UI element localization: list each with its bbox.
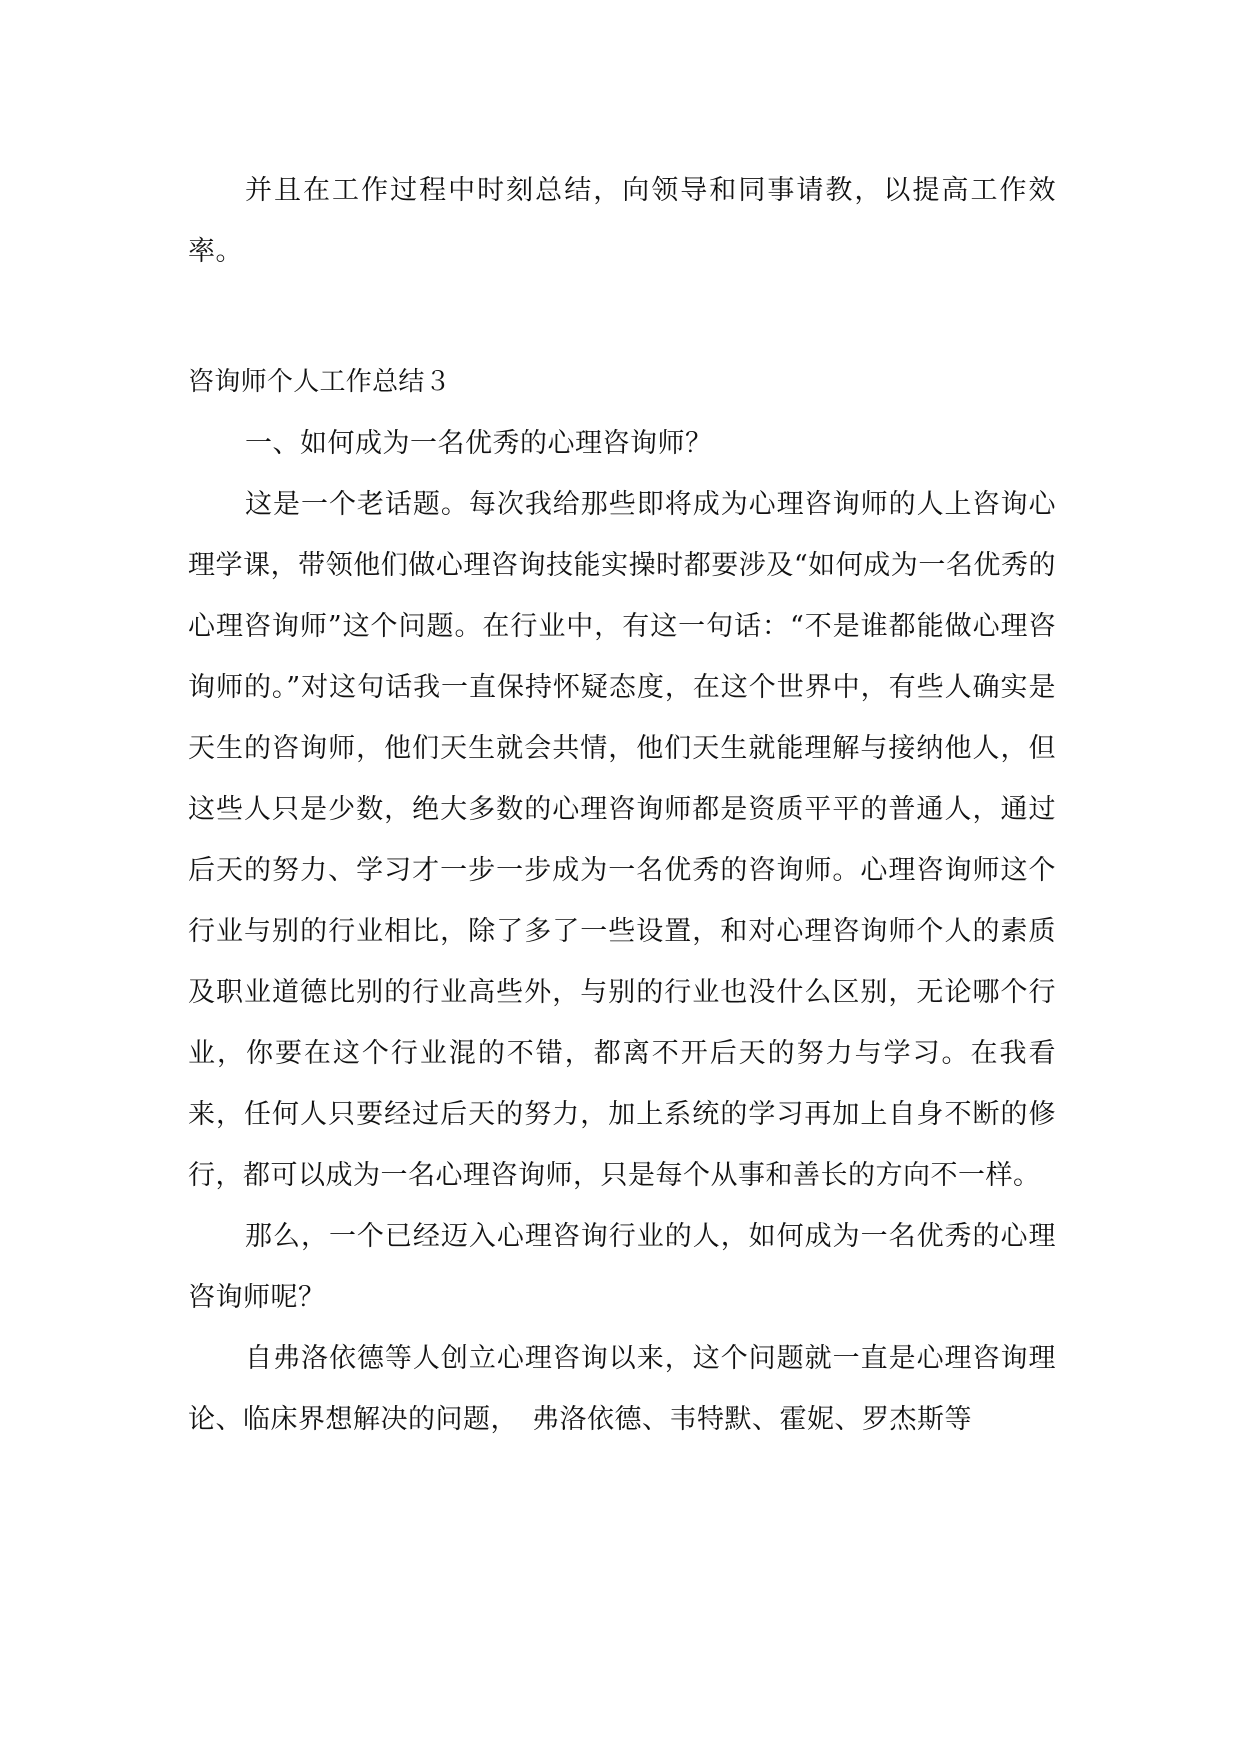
section-title: 咨询师个人工作总结３ [188, 367, 452, 397]
body-paragraph-3: 自弗洛依德等人创立心理咨询以来，这个问题就一直是心理咨询理论、临床界想解决的问题， 弗洛依德、韦特默、霍妮、罗杰斯等 [188, 1343, 1056, 1435]
body-paragraph-2: 那么，一个已经迈入心理咨询行业的人，如何成为一名优秀的心理咨询师呢？ [188, 1221, 1056, 1313]
document-body [188, 160, 1056, 1450]
continuation-paragraph: 并且在工作过程中时刻总结，向领导和同事请教，以提高工作效率。 [188, 175, 1056, 267]
body-paragraph-1: 这是一个老话题。每次我给那些即将成为心理咨询师的人上咨询心理学课，带领他们做心理咨询技能实操时都要涉及“如何成为一名优秀的心理咨询师”这个问题。在行业中，有这一句话：“不是谁都能做心理咨询师的。”对这句话我一直保持怀疑态度，在这个世界中，有些人确实是天生的咨询师，他们天生就会共情，他们天生就能理解与接纳他人，但这些人只是少数，绝大多数的心理咨询师都是资质平平的普通人，通过后天的努力、学习才一步一步成为一名优秀的咨询师。心理咨询师这个行业与别的行业相比，除了多了一些设置，和对心理咨询师个人的素质及职业道德比别的行业高些外，与别的行业也没什么区别，无论哪个行业，你要在这个行业混的不错，都离不开后天的努力与学习。在我看来，任何人只要经过后天的努力，加上系统的学习再加上自身不断的修行，都可以成为一名心理咨询师，只是每个从事和善长的方向不一样。 [188, 489, 1056, 1191]
subheading: 一、如何成为一名优秀的心理咨询师？ [245, 428, 713, 459]
